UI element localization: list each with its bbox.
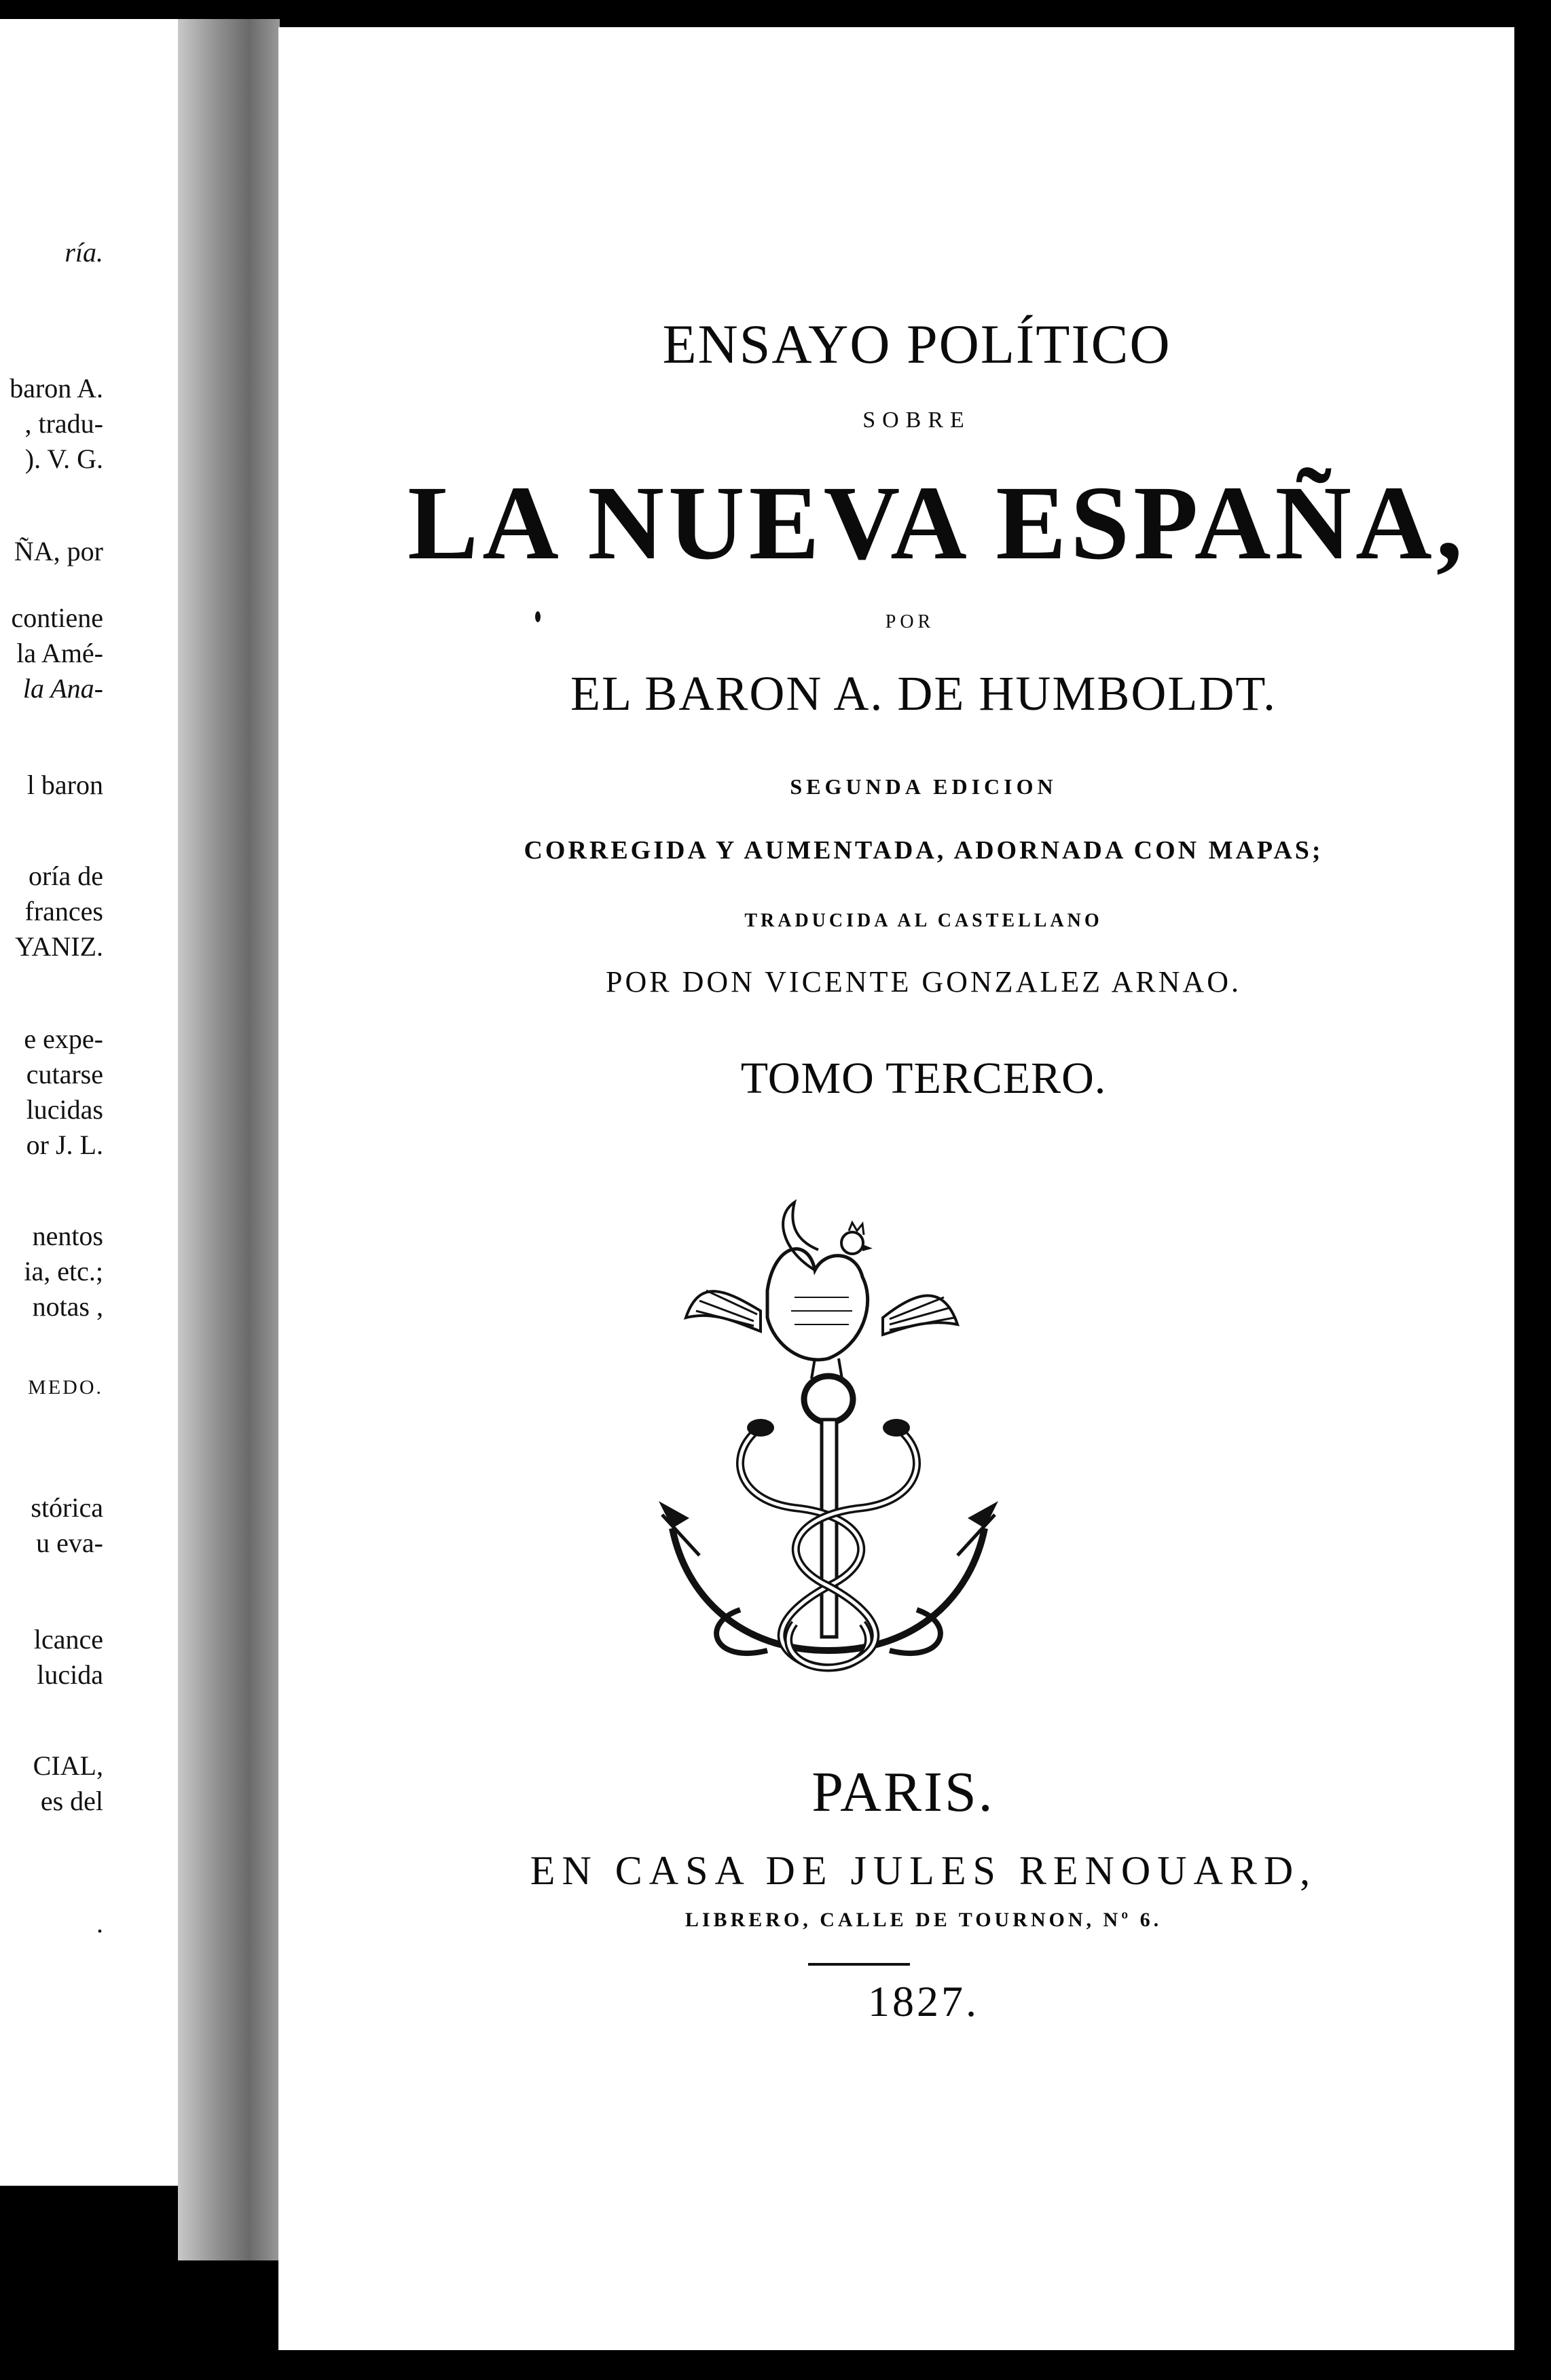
left-page-line: nentos [32, 1221, 103, 1251]
translator-name: POR DON VICENTE GONZALEZ ARNAO. [606, 965, 1241, 998]
left-page-line: ÑA, por [14, 536, 103, 566]
ink-speck [535, 611, 541, 622]
left-page-line: ). V. G. [24, 444, 103, 474]
left-page-line: l baron [26, 770, 103, 800]
left-page-line: la Amé- [16, 638, 103, 668]
left-page-line: e expe- [24, 1024, 103, 1054]
left-facing-page [0, 19, 204, 2186]
main-title: LA NUEVA ESPAÑA, [407, 464, 1467, 581]
left-page-line: notas , [32, 1291, 103, 1322]
left-page-line: u eva- [36, 1528, 103, 1558]
edition-detail: CORREGIDA Y AUMENTADA, ADORNADA CON MAPAS; [524, 836, 1324, 865]
edition-label: SEGUNDA EDICION [790, 774, 1057, 799]
left-page-line: cutarse [26, 1059, 103, 1089]
left-page-line: . [96, 1908, 103, 1939]
left-page-line: ría. [65, 237, 103, 268]
left-page-line: lucidas [26, 1094, 103, 1125]
left-page-line: contiene [11, 602, 103, 633]
left-page-line: , tradu- [24, 408, 103, 439]
left-page-line: oría de [29, 861, 103, 891]
por-label: POR [885, 611, 935, 632]
rooster-anchor-emblem-icon [659, 1175, 1066, 1691]
publication-year: 1827. [868, 1977, 979, 2025]
publisher-address: LIBRERO, CALLE DE TOURNON, Nº 6. [685, 1909, 1163, 1931]
author-name: EL BARON A. DE HUMBOLDT. [570, 666, 1277, 721]
left-page-line: MEDO. [28, 1376, 103, 1399]
title-line-sobre: SOBRE [862, 408, 971, 433]
title-line-ensayo: ENSAYO POLÍTICO [662, 313, 1171, 375]
title-page [278, 27, 1514, 2350]
left-page-line: lucida [37, 1659, 103, 1690]
year-divider-rule [808, 1963, 910, 1966]
left-page-line: ia, etc.; [24, 1256, 103, 1286]
left-page-line: la Ana- [22, 673, 103, 704]
publication-city: PARIS. [811, 1761, 995, 1824]
publisher-name: EN CASA DE JULES RENOUARD, [530, 1848, 1317, 1893]
book-gutter-shadow [178, 19, 280, 2260]
left-page-line: es del [40, 1786, 103, 1816]
left-page-line: CIAL, [33, 1750, 103, 1781]
volume-label: TOMO TERCERO. [740, 1053, 1107, 1103]
left-page-line: or J. L. [26, 1130, 103, 1160]
left-page-line: baron A. [10, 373, 103, 403]
translation-label: TRADUCIDA AL CASTELLANO [744, 910, 1103, 931]
left-page-line: lcance [33, 1624, 103, 1655]
left-page-line: stórica [31, 1492, 103, 1523]
left-page-line: YANIZ. [15, 931, 103, 962]
left-page-line: frances [24, 896, 103, 926]
